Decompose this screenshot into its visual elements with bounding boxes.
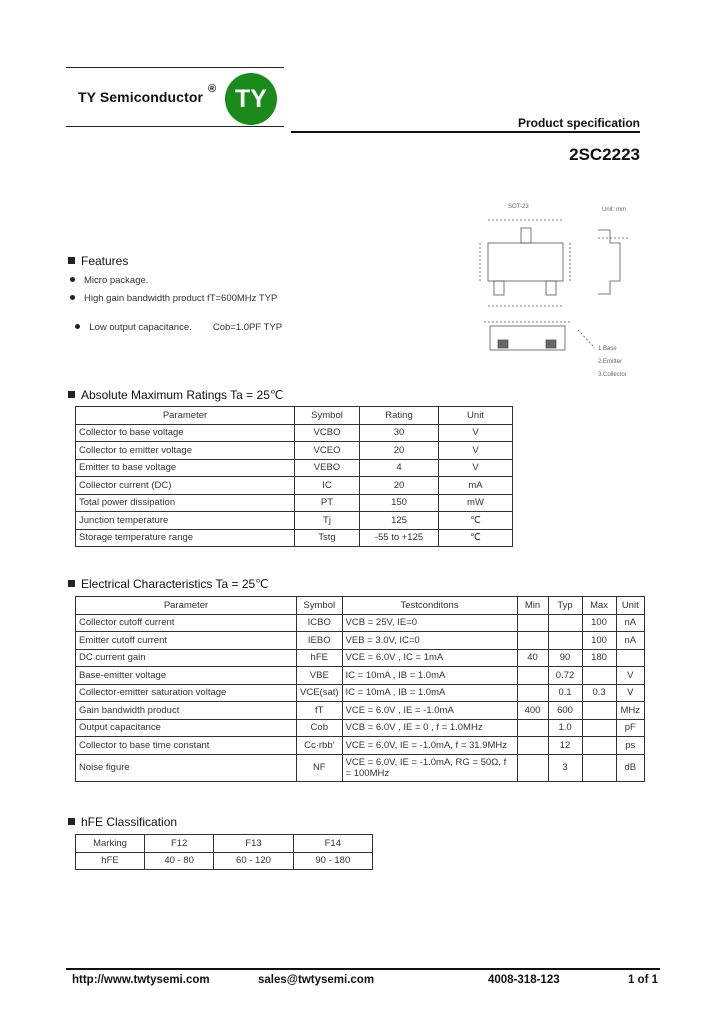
hfe-title: hFE Classification bbox=[68, 815, 177, 829]
company-name: TY Semiconductor bbox=[78, 89, 204, 105]
table-row: Emitter cutoff current IEBO VEB = 3.0V, IC=0 100 nA bbox=[76, 632, 645, 650]
table-row: Collector-emitter saturation voltage VCE(sat) IC = 10mA , IB = 1.0mA 0.1 0.3 V bbox=[76, 684, 645, 702]
section-square-icon bbox=[68, 818, 75, 825]
table-row: Collector current (DC) IC 20 mA bbox=[76, 477, 513, 495]
table-row: Base-emitter voltage VBE IC = 10mA , IB = 1.0mA 0.72 V bbox=[76, 667, 645, 685]
elec-title: Electrical Characteristics Ta = 25℃ bbox=[68, 577, 269, 591]
column-header: Max bbox=[582, 597, 616, 615]
feature-item: High gain bandwidth product fT=600MHz TYP bbox=[70, 293, 277, 304]
table-row: Marking F12 F13 F14 bbox=[76, 835, 373, 853]
features-title: Features bbox=[68, 254, 128, 268]
table-row: Collector cutoff current ICBO VCB = 25V, IE=0 100 nA bbox=[76, 614, 645, 632]
table-row: Gain bandwidth product fT VCE = 6.0V , IE = -1.0mA 400 600 MHz bbox=[76, 702, 645, 720]
company-logo: TY bbox=[225, 73, 277, 125]
package-outline-diagram bbox=[470, 198, 640, 383]
column-header: Rating bbox=[360, 407, 439, 425]
table-row: Emitter to base voltage VEBO 4 V bbox=[76, 459, 513, 477]
table-row: Collector to base voltage VCBO 30 V bbox=[76, 424, 513, 442]
bullet-icon bbox=[70, 295, 75, 300]
package-body-top-view bbox=[488, 243, 563, 281]
header-top-rule bbox=[66, 67, 284, 68]
spec-rule bbox=[291, 131, 640, 133]
abs-max-table bbox=[75, 406, 513, 547]
pin-label: 3.Collector bbox=[598, 372, 627, 378]
pin-label: 2.Emitter bbox=[598, 359, 623, 365]
column-header: Unit bbox=[439, 407, 513, 425]
product-spec-label: Product specification bbox=[517, 116, 640, 130]
table-row: Noise figure NF VCE = 6.0V, IE = -1.0mA, RG = 50Ω, f = 100MHz 3 dB bbox=[76, 754, 645, 781]
column-header: Symbol bbox=[295, 407, 360, 425]
column-header: Parameter bbox=[76, 597, 297, 615]
email-link[interactable]: sales@twtysemi.com bbox=[258, 974, 375, 986]
bullet-icon bbox=[75, 324, 80, 329]
table-row: Storage temperature range Tstg -55 to +125 ℃ bbox=[76, 529, 513, 547]
package-side-view bbox=[598, 230, 620, 294]
section-square-icon bbox=[68, 391, 75, 398]
section-square-icon bbox=[68, 580, 75, 587]
table-row: Output capacitance Cob VCB = 6.0V , IE = 0 , f = 1.0MHz 1.0 pF bbox=[76, 719, 645, 737]
table-row: Junction temperature Tj 125 ℃ bbox=[76, 512, 513, 530]
column-header: Unit bbox=[616, 597, 644, 615]
abs-max-title: Absolute Maximum Ratings Ta = 25℃ bbox=[68, 388, 283, 402]
elec-table bbox=[75, 596, 645, 782]
website-link[interactable]: http://www.twtysemi.com bbox=[72, 974, 210, 986]
column-header: Testconditons bbox=[342, 597, 517, 615]
phone-number: 4008-318-123 bbox=[488, 974, 560, 986]
table-row: hFE 40 - 80 60 - 120 90 - 180 bbox=[76, 852, 373, 870]
footer-rule bbox=[66, 968, 660, 970]
column-header: Parameter bbox=[76, 407, 295, 425]
registered-mark: ® bbox=[208, 83, 217, 95]
table-header-row bbox=[76, 597, 645, 615]
feature-item: Micro package. bbox=[70, 275, 148, 286]
pin-label: 1.Base bbox=[598, 346, 617, 352]
table-row: Total power dissipation PT 150 mW bbox=[76, 494, 513, 512]
section-square-icon bbox=[68, 257, 75, 264]
table-row: Collector to base time constant Cc·rbb' VCE = 6.0V, IE = -1.0mA, f = 31.9MHz 12 ps bbox=[76, 737, 645, 755]
unit-label: Unit: mm bbox=[602, 207, 626, 213]
part-number: 2SC2223 bbox=[569, 145, 640, 164]
page-number: 1 of 1 bbox=[627, 974, 658, 986]
column-header: Symbol bbox=[297, 597, 343, 615]
package-label: SOT-23 bbox=[508, 204, 529, 210]
hfe-table bbox=[75, 834, 373, 870]
column-header: Min bbox=[517, 597, 548, 615]
column-header: Typ bbox=[548, 597, 582, 615]
table-row: Collector to emitter voltage VCEO 20 V bbox=[76, 442, 513, 460]
table-row: DC current gain hFE VCE = 6.0V , IC = 1mA 40 90 180 bbox=[76, 649, 645, 667]
table-header-row bbox=[76, 407, 513, 425]
feature-item: Low output capacitance. Cob=1.0PF TYP bbox=[70, 311, 282, 333]
header-bottom-rule bbox=[66, 126, 284, 127]
bullet-icon bbox=[70, 277, 75, 282]
